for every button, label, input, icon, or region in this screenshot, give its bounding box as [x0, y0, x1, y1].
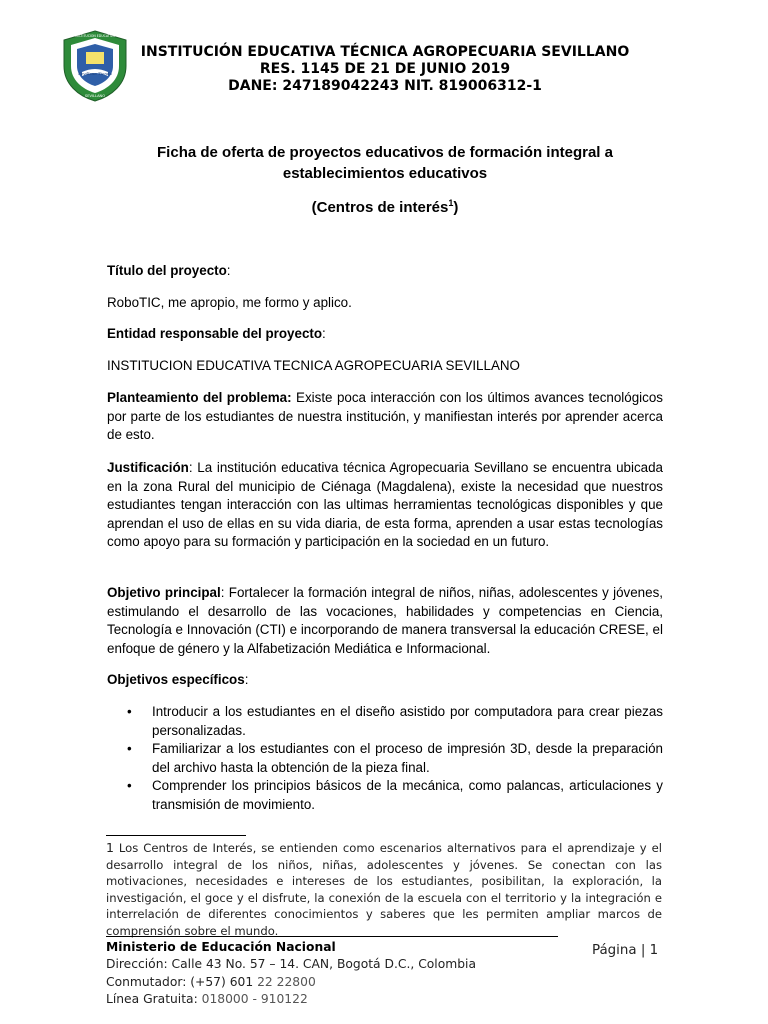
toll-free-value: 018000 - 910122	[201, 992, 308, 1007]
toll-free-label: Línea Gratuita:	[106, 992, 202, 1007]
page-number: Página | 1	[592, 943, 659, 958]
justification-text: : La institución educativa técnica Agropecuaria Sevillano se encuentra ubicada en la zona Rural del municipio de Ciénaga (Magdalena), existe la necesidad que nuestros estudiantes tengan interacción con las ultimas herramientas tecnológicas disponibles y que aprendan el uso de ellas en su vida diaria, de esta forma, aprenden a usar estas tecnologías como apoyo para su formación y participación en la sociedad en un futuro.	[107, 460, 663, 550]
logo-bottom-text: SEVILLANO	[84, 94, 106, 98]
main-objective-label: Objetivo principal	[107, 585, 221, 600]
title-line-1: Ficha de oferta de proyectos educativos de formación integral a	[157, 144, 613, 161]
footer-phone	[106, 974, 566, 991]
resolution-line: RES. 1145 DE 21 DE JUNIO 2019	[259, 61, 511, 77]
bullet-icon: •	[127, 704, 132, 719]
specific-objectives-heading	[107, 671, 663, 690]
institution-header	[130, 44, 640, 95]
ministry-name: Ministerio de Educación Nacional	[106, 940, 336, 954]
main-objective	[107, 584, 663, 658]
list-item-text: Familiarizar a los estudiantes con el proceso de impresión 3D, desde la preparación del archivo hasta la obtención de la pieza final.	[152, 741, 663, 775]
list-item-text: Comprender los principios básicos de la mecánica, como palancas, articulaciones y transmisión de movimiento.	[152, 778, 663, 812]
responsible-entity-label: Entidad responsable del proyecto	[107, 326, 323, 341]
institution-name: INSTITUCIÓN EDUCATIVA TÉCNICA AGROPECUARIA SEVILLANO	[140, 44, 630, 60]
colon: :	[226, 263, 231, 278]
justification	[107, 459, 663, 552]
footnote-reference[interactable]: 1	[448, 198, 454, 208]
responsible-entity-value: INSTITUCION EDUCATIVA TECNICA AGROPECUARIA SEVILLANO	[107, 358, 520, 373]
project-title-label-para	[107, 262, 663, 281]
specific-objectives-list	[107, 703, 663, 815]
title-line-2: establecimientos educativos	[282, 165, 488, 182]
footnote	[106, 840, 662, 940]
list-item	[107, 740, 663, 777]
logo-top-text: INSTITUCION EDUCATIVA	[75, 34, 115, 39]
footnote-separator	[106, 835, 246, 836]
list-item	[107, 703, 663, 740]
footer-separator	[106, 936, 558, 937]
subtitle-close: )	[453, 199, 459, 216]
logo-script-text: Sevillano Tienda	[78, 71, 112, 76]
phone-label: Conmutador: (+57) 601	[106, 974, 258, 989]
list-item	[107, 777, 663, 814]
problem-statement	[107, 389, 663, 445]
document-title	[107, 142, 663, 184]
bullet-icon: •	[127, 778, 132, 794]
colon: :	[244, 672, 249, 687]
list-item-text: Introducir a los estudiantes en el diseño asistido por computadora para crear piezas personalizadas.	[152, 704, 663, 738]
footer-address: Dirección: Calle 43 No. 57 – 14. CAN, Bogotá D.C., Colombia	[106, 957, 476, 972]
problem-text: Existe poca interacción con los últimos avances tecnológicos por parte de los estudiantes de nuestra institución, y manifiestan interés por aprender acerca de esto.	[107, 390, 663, 443]
document-subtitle	[107, 197, 663, 218]
specific-objectives-label: Objetivos específicos	[107, 672, 245, 687]
problem-label: Planteamiento del problema:	[107, 390, 292, 405]
subtitle-text: (Centros de interés	[311, 199, 449, 216]
main-objective-text: : Fortalecer la formación integral de niños, niñas, adolescentes y jóvenes, estimulando el desarrollo de las vocaciones, habilidades y competencias en Ciencia, Tecnología e Innovación (CTI) e incorporando de manera transversal la educación CRESE, el enfoque de género y la Alfabetización Mediática e Informacional.	[107, 585, 663, 656]
project-title-label: Título del proyecto	[107, 263, 227, 278]
phone-value: 22 22800	[257, 974, 316, 989]
footer-toll-free	[106, 991, 566, 1008]
responsible-entity-label-para	[107, 325, 663, 344]
project-title-value: RoboTIC, me apropio, me formo y aplico.	[107, 295, 352, 310]
bullet-icon: •	[127, 741, 132, 757]
footnote-number: 1	[106, 840, 114, 855]
footnote-text: Los Centros de Interés, se entienden como escenarios alternativos para el aprendizaje y el desarrollo integral de los niños, niñas, adolescentes y jóvenes. Se conectan con las motivaciones, necesidades e intereses de los estudiantes, posibilitan, la exploración, la investigación, el goce y el disfrute, la conexión de la escuela con el territorio y la integración e interrelación de diferentes conocimientos y saberes que les permiten ampliar marcos de comprensión sobre el mundo.	[106, 841, 662, 938]
school-crest-logo	[62, 30, 128, 102]
colon: :	[322, 326, 326, 341]
footer-contact	[106, 939, 566, 1009]
justification-label: Justificación	[107, 460, 189, 475]
dane-nit-line: DANE: 247189042243 NIT. 819006312-1	[228, 78, 542, 94]
